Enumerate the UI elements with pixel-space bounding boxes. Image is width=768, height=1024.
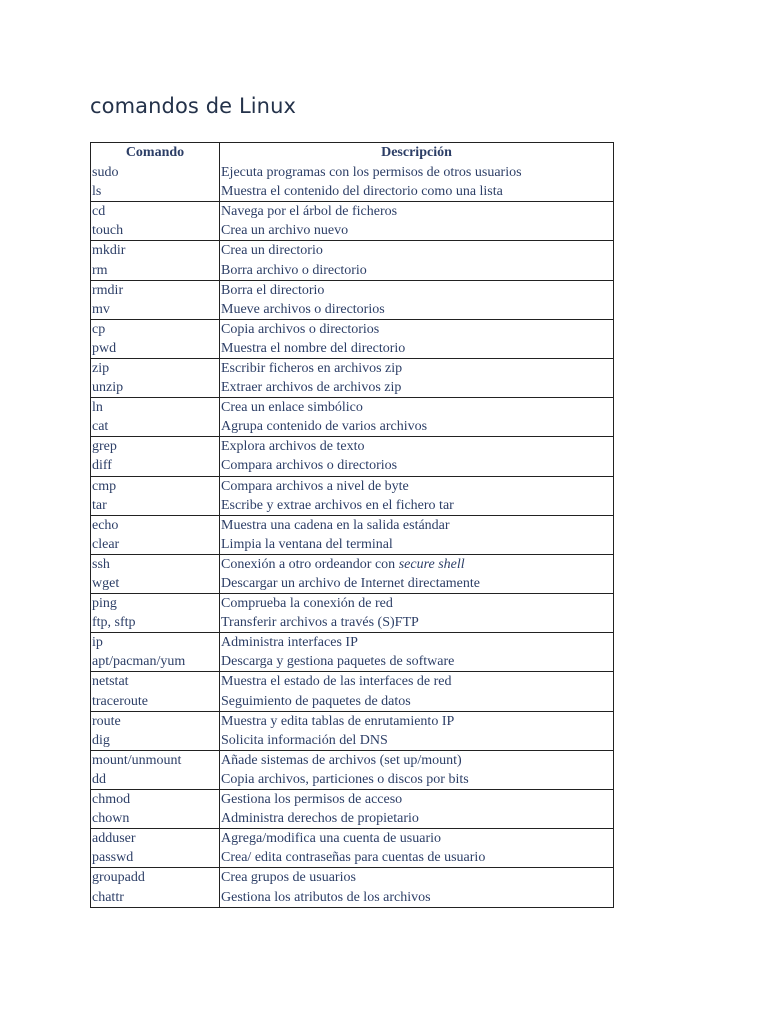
description-cell: Explora archivos de texto [220,437,614,457]
command-cell: sudo [91,163,220,182]
description-cell: Transferir archivos a través (S)FTP [220,613,614,633]
description-cell: Muestra el contenido del directorio como una lista [220,182,614,202]
command-cell: ls [91,182,220,202]
description-cell: Comprueba la conexión de red [220,594,614,614]
command-cell: chown [91,809,220,829]
description-cell: Gestiona los atributos de los archivos [220,887,614,907]
command-cell: echo [91,515,220,535]
description-cell: Navega por el árbol de ficheros [220,202,614,222]
description-cell: Escribir ficheros en archivos zip [220,358,614,378]
description-cell: Crea/ edita contraseñas para cuentas de usuario [220,848,614,868]
table-row [91,770,614,790]
table-row [91,790,614,810]
description-cell: Borra el directorio [220,280,614,300]
table-row [91,535,614,555]
table-row [91,476,614,496]
command-cell: rmdir [91,280,220,300]
description-cell: Escribe y extrae archivos en el fichero tar [220,496,614,516]
table-row [91,554,614,574]
command-cell: unzip [91,378,220,398]
description-cell: Descargar un archivo de Internet directamente [220,574,614,594]
command-cell: wget [91,574,220,594]
command-cell: ssh [91,554,220,574]
table-row [91,711,614,731]
table-row [91,260,614,280]
command-cell: mkdir [91,241,220,261]
table-row [91,319,614,339]
command-cell: clear [91,535,220,555]
table-header-row [91,143,614,164]
command-cell: zip [91,358,220,378]
table-row [91,613,614,633]
table-row [91,339,614,359]
command-cell: route [91,711,220,731]
command-cell: diff [91,456,220,476]
table-row [91,594,614,614]
table-row [91,809,614,829]
command-cell: touch [91,221,220,241]
table-row [91,574,614,594]
description-cell: Mueve archivos o directorios [220,300,614,320]
table-row [91,456,614,476]
description-cell: Crea un directorio [220,241,614,261]
description-cell: Compara archivos o directorios [220,456,614,476]
description-cell [220,554,614,574]
command-cell: grep [91,437,220,457]
description-cell: Crea grupos de usuarios [220,868,614,888]
description-cell: Crea un archivo nuevo [220,221,614,241]
description-cell: Muestra el estado de las interfaces de red [220,672,614,692]
description-cell: Compara archivos a nivel de byte [220,476,614,496]
table-row [91,887,614,907]
command-cell: chattr [91,887,220,907]
table-row [91,358,614,378]
command-cell: passwd [91,848,220,868]
command-cell: mv [91,300,220,320]
page-title: comandos de Linux [90,94,297,118]
table-body [91,163,614,907]
table-row [91,300,614,320]
description-cell: Seguimiento de paquetes de datos [220,692,614,712]
description-cell: Solicita información del DNS [220,731,614,751]
description-cell: Copia archivos, particiones o discos por bits [220,770,614,790]
table-row [91,848,614,868]
header-command: Comando [91,143,220,164]
command-cell: ip [91,633,220,653]
command-cell: pwd [91,339,220,359]
command-cell: groupadd [91,868,220,888]
table-row [91,652,614,672]
header-description: Descripción [220,143,614,164]
description-cell: Administra derechos de propietario [220,809,614,829]
description-cell: Administra interfaces IP [220,633,614,653]
table-row [91,868,614,888]
table-row [91,633,614,653]
description-cell: Muestra una cadena en la salida estándar [220,515,614,535]
description-cell: Agrupa contenido de varios archivos [220,417,614,437]
description-text: Conexión a otro ordeandor con [221,556,399,572]
table-row [91,398,614,418]
command-cell: rm [91,260,220,280]
command-cell: dd [91,770,220,790]
command-cell: netstat [91,672,220,692]
command-cell: ln [91,398,220,418]
description-cell: Gestiona los permisos de acceso [220,790,614,810]
command-cell: apt/pacman/yum [91,652,220,672]
table-row [91,280,614,300]
table-row [91,202,614,222]
table-row [91,182,614,202]
command-cell: dig [91,731,220,751]
command-cell: cat [91,417,220,437]
commands-table [90,142,614,908]
table-row [91,437,614,457]
table-row [91,241,614,261]
table-row [91,672,614,692]
table-row [91,417,614,437]
table-row [91,750,614,770]
command-cell: adduser [91,829,220,849]
command-cell: mount/unmount [91,750,220,770]
description-cell: Extraer archivos de archivos zip [220,378,614,398]
description-cell: Descarga y gestiona paquetes de software [220,652,614,672]
command-cell: traceroute [91,692,220,712]
command-cell: cp [91,319,220,339]
command-cell: chmod [91,790,220,810]
description-cell: Limpia la ventana del terminal [220,535,614,555]
description-cell: Muestra y edita tablas de enrutamiento IP [220,711,614,731]
table-row [91,163,614,182]
command-cell: cmp [91,476,220,496]
description-cell: Ejecuta programas con los permisos de otros usuarios [220,163,614,182]
table-row [91,496,614,516]
table-row [91,731,614,751]
description-emphasis: secure shell [398,556,465,572]
table-row [91,515,614,535]
description-cell: Copia archivos o directorios [220,319,614,339]
description-cell: Borra archivo o directorio [220,260,614,280]
command-cell: ftp, sftp [91,613,220,633]
table-row [91,829,614,849]
command-cell: ping [91,594,220,614]
table-row [91,692,614,712]
description-cell: Crea un enlace simbólico [220,398,614,418]
table-row [91,378,614,398]
description-cell: Agrega/modifica una cuenta de usuario [220,829,614,849]
command-cell: cd [91,202,220,222]
table-row [91,221,614,241]
description-cell: Muestra el nombre del directorio [220,339,614,359]
description-cell: Añade sistemas de archivos (set up/mount) [220,750,614,770]
command-cell: tar [91,496,220,516]
